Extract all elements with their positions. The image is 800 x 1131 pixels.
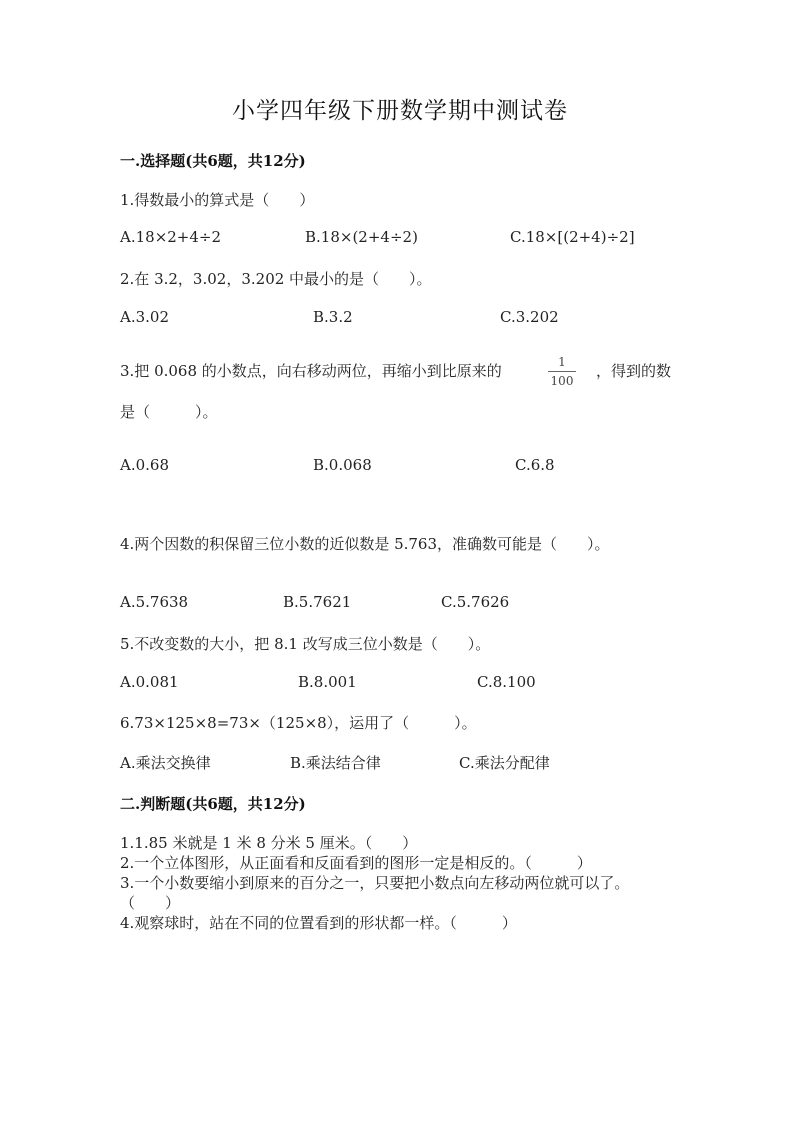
- judgement-item-2: 2.一个立体图形，从正面看和反面看到的图形一定是相反的。（ ）: [120, 854, 592, 872]
- judgement-item-4: 4.观察球时，站在不同的位置看到的形状都一样。（ ）: [120, 914, 517, 932]
- option-3c: C.6.8: [515, 456, 555, 474]
- question-6: 6.73×125×8=73×（125×8），运用了（ ）。: [120, 714, 477, 732]
- page-title: 小学四年级下册数学期中测试卷: [232, 98, 568, 124]
- fraction-bar: [548, 371, 576, 372]
- question-2: 2.在 3.2，3.02，3.202 中最小的是（ ）。: [120, 270, 432, 288]
- option-6a: A.乘法交换律: [120, 754, 211, 772]
- question-3-part1: 3.把 0.068 的小数点，向右移动两位，再缩小到比原来的: [120, 362, 502, 380]
- option-1a: A.18×2+4÷2: [120, 228, 222, 246]
- option-2c: C.3.202: [500, 308, 559, 326]
- judgement-item-3: 3.一个小数要缩小到原来的百分之一，只要把小数点向左移动两位就可以了。: [120, 874, 630, 892]
- option-1c: C.18×[(2+4)÷2]: [510, 228, 635, 246]
- question-1: 1.得数最小的算式是（ ）: [120, 191, 315, 209]
- option-5b: B.8.001: [298, 673, 357, 691]
- question-3-part2: ，得到的数: [596, 362, 672, 380]
- option-2a: A.3.02: [120, 308, 169, 326]
- judgement-item-1: 1.1.85 米就是 1 米 8 分米 5 厘米。（ ）: [120, 834, 418, 852]
- option-2b: B.3.2: [313, 308, 353, 326]
- fraction-denominator: 100: [550, 374, 574, 388]
- fraction-numerator: 1: [558, 355, 566, 369]
- question-4: 4.两个因数的积保留三位小数的近似数是 5.763，准确数可能是（ ）。: [120, 535, 610, 553]
- option-1b: B.18×(2+4÷2): [305, 228, 418, 246]
- option-4c: C.5.7626: [441, 593, 510, 611]
- option-4a: A.5.7638: [120, 593, 189, 611]
- section-heading-choice: 一.选择题(共6题，共12分): [120, 152, 306, 170]
- judgement-item-3-brackets: （ ）: [120, 894, 181, 912]
- fraction-one-hundredth: [548, 355, 576, 388]
- option-6c: C.乘法分配律: [459, 754, 550, 772]
- section-heading-true-false: 二.判断题(共6题，共12分): [120, 795, 306, 813]
- option-3a: A.0.68: [120, 456, 169, 474]
- option-5a: A.0.081: [120, 673, 179, 691]
- option-5c: C.8.100: [477, 673, 536, 691]
- option-6b: B.乘法结合律: [290, 754, 381, 772]
- question-5: 5.不改变数的大小，把 8.1 改写成三位小数是（ ）。: [120, 635, 491, 653]
- question-3-line2: 是（ ）。: [120, 403, 218, 421]
- option-3b: B.0.068: [313, 456, 372, 474]
- option-4b: B.5.7621: [283, 593, 352, 611]
